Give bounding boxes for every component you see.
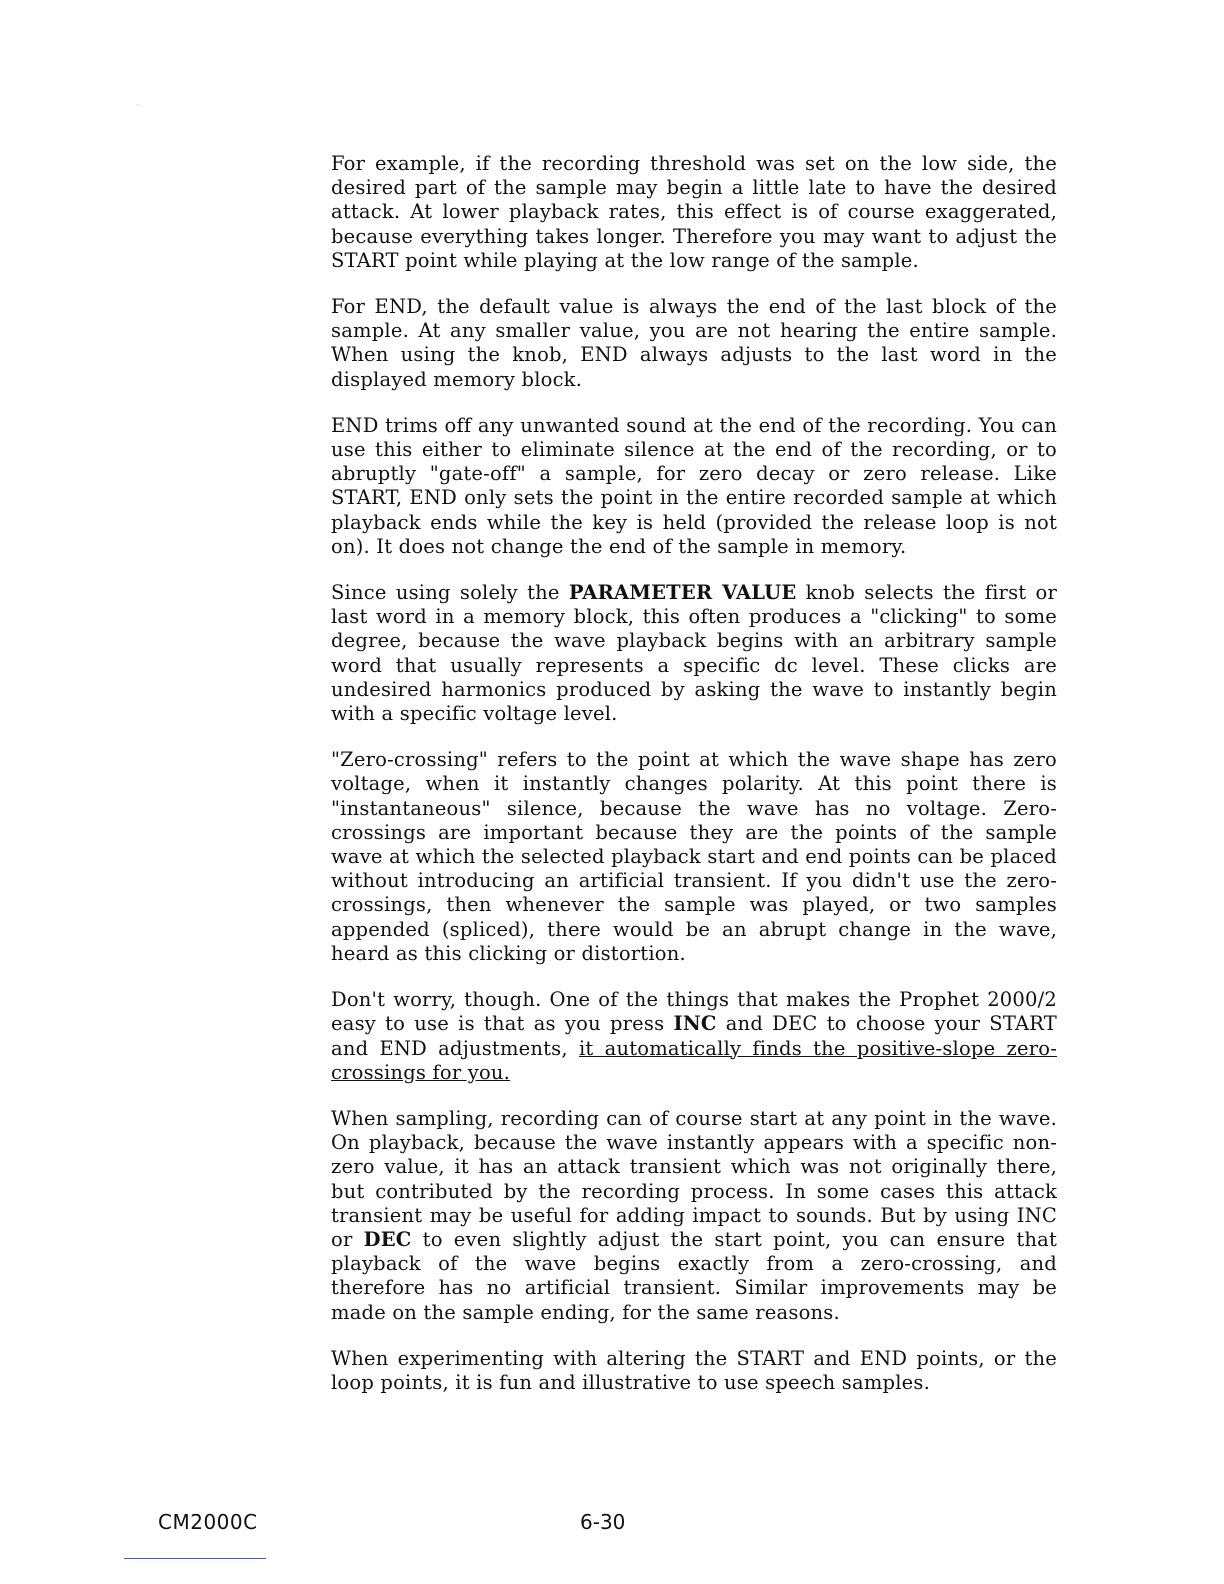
paragraph-dont-worry — [331, 988, 1057, 1085]
dec-term: DEC — [363, 1227, 412, 1251]
body-text — [331, 152, 1057, 1417]
scan-speck — [137, 104, 138, 105]
inc-term: INC — [673, 1012, 717, 1036]
paragraph-zero-crossing: "Zero-crossing" refers to the point at which the wave shape has zero voltage, when it instantly changes polarity. At this point there is "instantaneous" silence, because the wave has no voltage. Zero-crossings are important because they are the points of the sample wave at which the selected playback start and end points can be placed without introducing an artificial transient. If you didn't use the zero-crossings, then whenever the sample was played, or two samples appended (spliced), there would be an abrupt change in the wave, heard as this clicking or distortion. — [331, 748, 1057, 965]
paragraph-text: When sampling, recording can of course start at any point in the wave. On playback, because the wave instantly appears with a specific non-zero value, it has an attack transient which was not originally there, but contributed by the recording process. In some cases this attack transient may be useful for adding impact to sounds. But by using INC or — [331, 1106, 1057, 1251]
paragraph-end-default: For END, the default value is always the end of the last block of the sample. At any smaller value, you are not hearing the entire sample. When using the knob, END always adjusts to the last word in the displayed memory block. — [331, 295, 1057, 391]
footer-page-number: 6-30 — [580, 1510, 626, 1534]
paragraph-experimenting: When experimenting with altering the START and END points, or the loop points, it is fun and illustrative to use speech samples. — [331, 1346, 1057, 1394]
paragraph-text: knob selects the first or last word in a memory block, this often produces a "clicking" to some degree, because the wave playback begins with an arbitrary sample word that usually represents a specific dc level. These clicks are undesired harmonics produced by asking the wave to instantly begin with a specific voltage level. — [331, 581, 1057, 726]
paragraph-parameter-value — [331, 581, 1057, 726]
underlined-note: it automatically finds the positive-slope zero-crossings for you. — [331, 1036, 1057, 1084]
paragraph-text: Don't worry, though. One of the things that makes the Prophet 2000/2 easy to use is that as you press — [331, 988, 1057, 1036]
paragraph-text: Since using solely the — [331, 581, 569, 605]
paragraph-text: and DEC to choose your START and END adjustments, — [331, 1012, 1057, 1060]
paragraph-start-point: For example, if the recording threshold was set on the low side, the desired part of the sample may begin a little late to have the desired attack. At lower playback rates, this effect is of course exaggerated, because everything takes longer. Therefore you may want to adjust the START point while playing at the low range of the sample. — [331, 152, 1057, 272]
paragraph-when-sampling — [331, 1107, 1057, 1325]
parameter-value-term: PARAMETER VALUE — [568, 581, 797, 605]
footer-rule — [124, 1558, 266, 1559]
paragraph-end-trims: END trims off any unwanted sound at the end of the recording. You can use this either to eliminate silence at the end of the recording, or to abruptly "gate-off" a sample, for zero decay or zero release. Like START, END only sets the point in the entire recorded sample at which playback ends while the key is held (provided the release loop is not on). It does not change the end of the sample in memory. — [331, 413, 1057, 558]
footer-doc-code: CM2000C — [158, 1510, 258, 1534]
paragraph-text: to even slightly adjust the start point, you can ensure that playback of the wave begins exactly from a zero-crossing, and therefore has no artificial transient. Similar improvements may be made on the sample ending, for the same reasons. — [331, 1227, 1057, 1324]
